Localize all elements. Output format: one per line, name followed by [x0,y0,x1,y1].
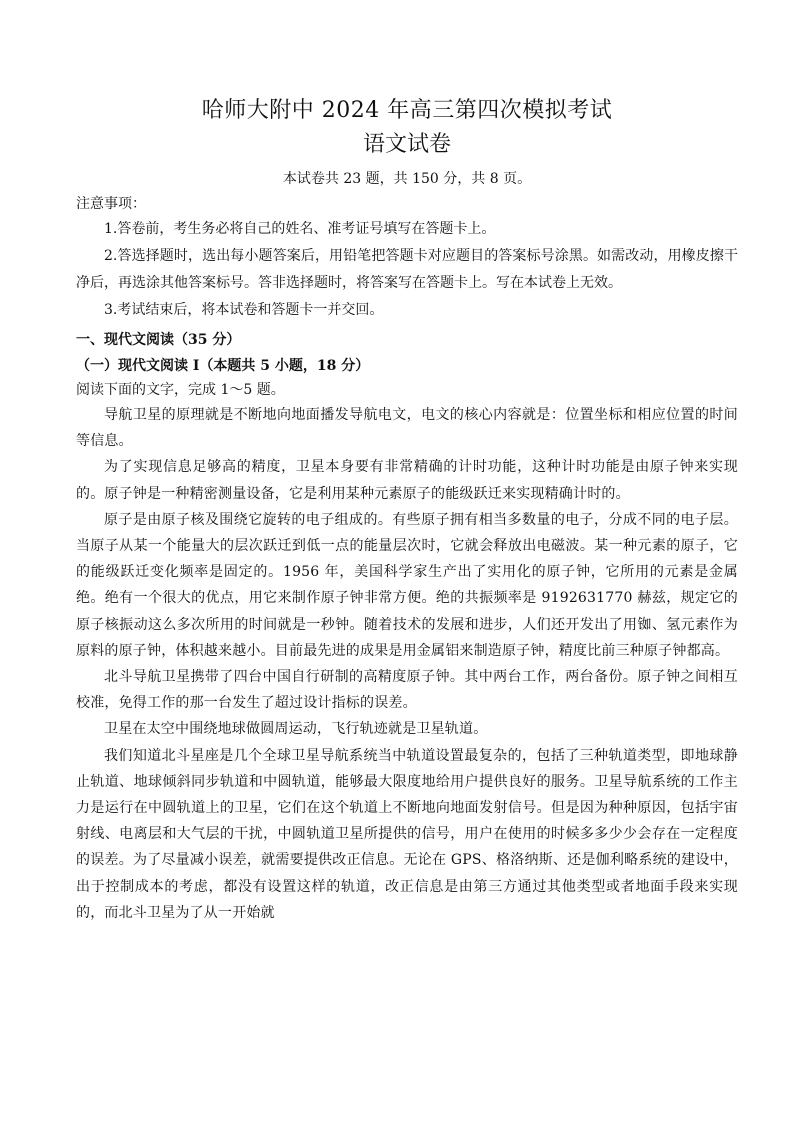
notice-block [76,192,738,324]
passage-paragraph-4: 北斗导航卫星携带了四台中国自行研制的高精度原子钟。其中两台工作，两台备份。原子钟之间相互校准，免得工作的那一台发生了超过设计指标的误差。 [76,669,738,712]
reading-instruction: 阅读下面的文字，完成 1～5 题。 [76,382,285,398]
notice-heading: 注意事项： [76,196,146,212]
section-subheading: （一）现代文阅读 I（本题共 5 小题，18 分） [76,358,370,374]
exam-subtitle: 语文试卷 [362,132,451,157]
passage-paragraph-2: 为了实现信息足够高的精度，卫星本身要有非常精确的计时功能，这种计时功能是由原子钟来实现的。原子钟是一种精密测量设备，它是利用某种元素原子的能级跃迁来实现精确计时的。 [76,459,738,502]
notice-item-1: 1.答卷前，考生务必将自己的姓名、准考证号填写在答题卡上。 [104,221,496,237]
passage-paragraph-5: 卫星在太空中围绕地球做圆周运动，飞行轨迹就是卫星轨道。 [104,721,488,738]
notice-item-3: 3.考试结束后，将本试卷和答题卡一并交回。 [104,302,384,318]
passage-paragraph-3: 原子是由原子核及围绕它旋转的电子组成的。有些原子拥有相当多数量的电子，分成不同的电子层。当原子从某一个能量大的层次跃迁到低一点的能量层次时，它就会释放出电磁波。某一种元素的原子，它的能级跃迁变化频率是固定的。1956 年，美国科学家生产出了实用化的原子钟，它所用的元素是金属绝。绝有一个很大的优点，用它来制作原子钟非常方便。绝的共振频率是 9192631770 赫兹，规定它的原子核振动这么多次所用的时间就是一秒钟。随着技术的发展和进步，人们还开发出了用铷、氢元素作为原料的原子钟，体积越来越小。目前最先进的成果是用金属铝来制造原子钟，精度比前三种原子钟都高。 [76,511,738,659]
passage-paragraph-6: 我们知道北斗星座是几个全球卫星导航系统当中轨道设置最复杂的，包括了三种轨道类型，即地球静止轨道、地球倾斜同步轨道和中圆轨道，能够最大限度地给用户提供良好的服务。卫星导航系统的工作主力是运行在中圆轨道上的卫星，它们在这个轨道上不断地向地面发射信号。但是因为种种原因，包括宇宙射线、电离层和大气层的干扰，中圆轨道卫星所提供的信号，用户在使用的时候多多少少会存在一定程度的误差。为了尽量减小误差，就需要提供改正信息。无论在 GPS、格洛纳斯、还是伽利略系统的建设中，出于控制成本的考虑，都没有设置这样的轨道，改正信息是由第三方通过其他类型或者地面手段来实现的，而北斗卫星为了从一开始就 [76,747,738,921]
exam-meta: 本试卷共 23 题，共 150 分，共 8 页。 [282,171,532,187]
reading-passage [76,402,738,926]
exam-title: 哈师大附中 2024 年高三第四次模拟考试 [201,98,613,123]
notice-item-2: 2.答选择题时，选出每小题答案后，用铅笔把答题卡对应题目的答案标号涂黑。如需改动，用橡皮擦干净后，再选涂其他答案标号。答非选择题时，将答案写在答题卡上。写在本试卷上无效。 [76,248,738,291]
section-heading: 一、现代文阅读（35 分） [76,332,241,348]
passage-paragraph-1: 导航卫星的原理就是不断地向地面播发导航电文，电文的核心内容就是：位置坐标和相应位置的时间等信息。 [76,407,738,450]
